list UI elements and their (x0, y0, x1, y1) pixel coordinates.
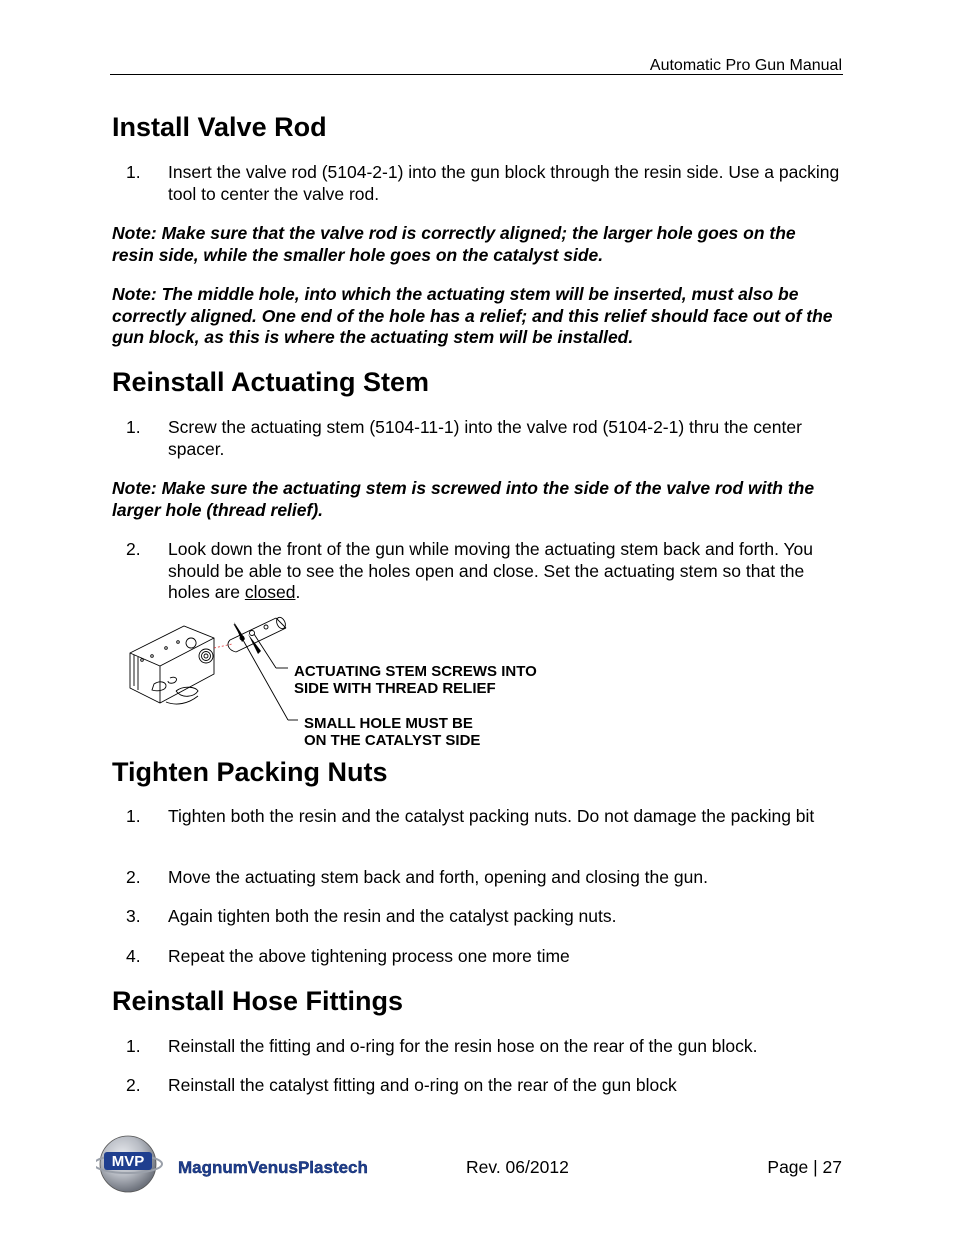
logo-mark: MVP (111, 1153, 145, 1170)
list-text-end: . (295, 582, 301, 602)
list-text: Insert the valve rod (5104-2-1) into the gun block through the resin side. Use a packing tool to center the valve rod. (168, 162, 840, 204)
list-text: Screw the actuating stem (5104-11-1) into the valve rod (5104-2-1) thru the center spacer. (168, 417, 802, 459)
heading-tighten-packing-nuts: Tighten Packing Nuts (112, 757, 388, 787)
list-text: Reinstall the catalyst fitting and o-ring on the rear of the gun block (168, 1075, 677, 1095)
list-number: 2. (126, 539, 141, 559)
header-title: Automatic Pro Gun Manual (649, 57, 842, 74)
page-number: Page | 27 (767, 1157, 842, 1177)
heading-reinstall-actuating-stem: Reinstall Actuating Stem (112, 367, 430, 397)
list-number: 2. (126, 867, 141, 887)
callout-line: ON THE CATALYST SIDE (304, 732, 481, 749)
heading-reinstall-hose-fittings: Reinstall Hose Fittings (112, 986, 404, 1016)
list-text: Move the actuating stem back and forth, opening and closing the gun. (168, 867, 708, 887)
list-number: 1. (126, 1036, 141, 1056)
list-text: Repeat the above tightening process one more time (168, 946, 570, 966)
list-text: Again tighten both the resin and the catalyst packing nuts. (168, 906, 617, 926)
list-text: Reinstall the fitting and o-ring for the resin hose on the rear of the gun block. (168, 1036, 758, 1056)
note-valve-alignment: Note: Make sure that the valve rod is correctly aligned; the larger hole goes on the resin side, while the smaller hole goes on the catalyst side. (112, 223, 796, 265)
logo-wordmark: MagnumVenusPlastech (178, 1158, 368, 1177)
note-thread-relief: Note: Make sure the actuating stem is screwed into the side of the valve rod with the larger hole (thread relief). (112, 478, 815, 520)
callout-line: ACTUATING STEM SCREWS INTO (294, 663, 537, 680)
list-number: 1. (126, 162, 141, 182)
mvp-logo (96, 1132, 386, 1196)
callout-line: SIDE WITH THREAD RELIEF (294, 680, 496, 697)
list-number: 1. (126, 417, 141, 437)
list-text: Tighten both the resin and the catalyst packing nuts. Do not damage the packing bit (168, 806, 815, 826)
list-number: 3. (126, 906, 141, 926)
list-text-main: Look down the front of the gun while moving the actuating stem back and forth. You should be able to see the holes open and close. Set the actuating stem so that the holes are (168, 539, 814, 602)
list-number: 4. (126, 946, 141, 966)
callout-thread-relief (294, 663, 537, 697)
heading-install-valve-rod: Install Valve Rod (112, 112, 327, 142)
callout-line: SMALL HOLE MUST BE (304, 715, 473, 732)
note-middle-hole: Note: The middle hole, into which the actuating stem will be inserted, must also be correctly aligned. One end of the hole has a relief; and this relief should face out of the gun block, as this is where the actuating stem will be installed. (112, 284, 833, 347)
revision-label: Rev. 06/2012 (466, 1157, 569, 1177)
list-number: 1. (126, 806, 141, 826)
list-number: 2. (126, 1075, 141, 1095)
header-rule (110, 74, 843, 75)
underlined-word: closed (244, 582, 296, 602)
list-text (168, 539, 842, 604)
callout-small-hole (304, 715, 480, 749)
